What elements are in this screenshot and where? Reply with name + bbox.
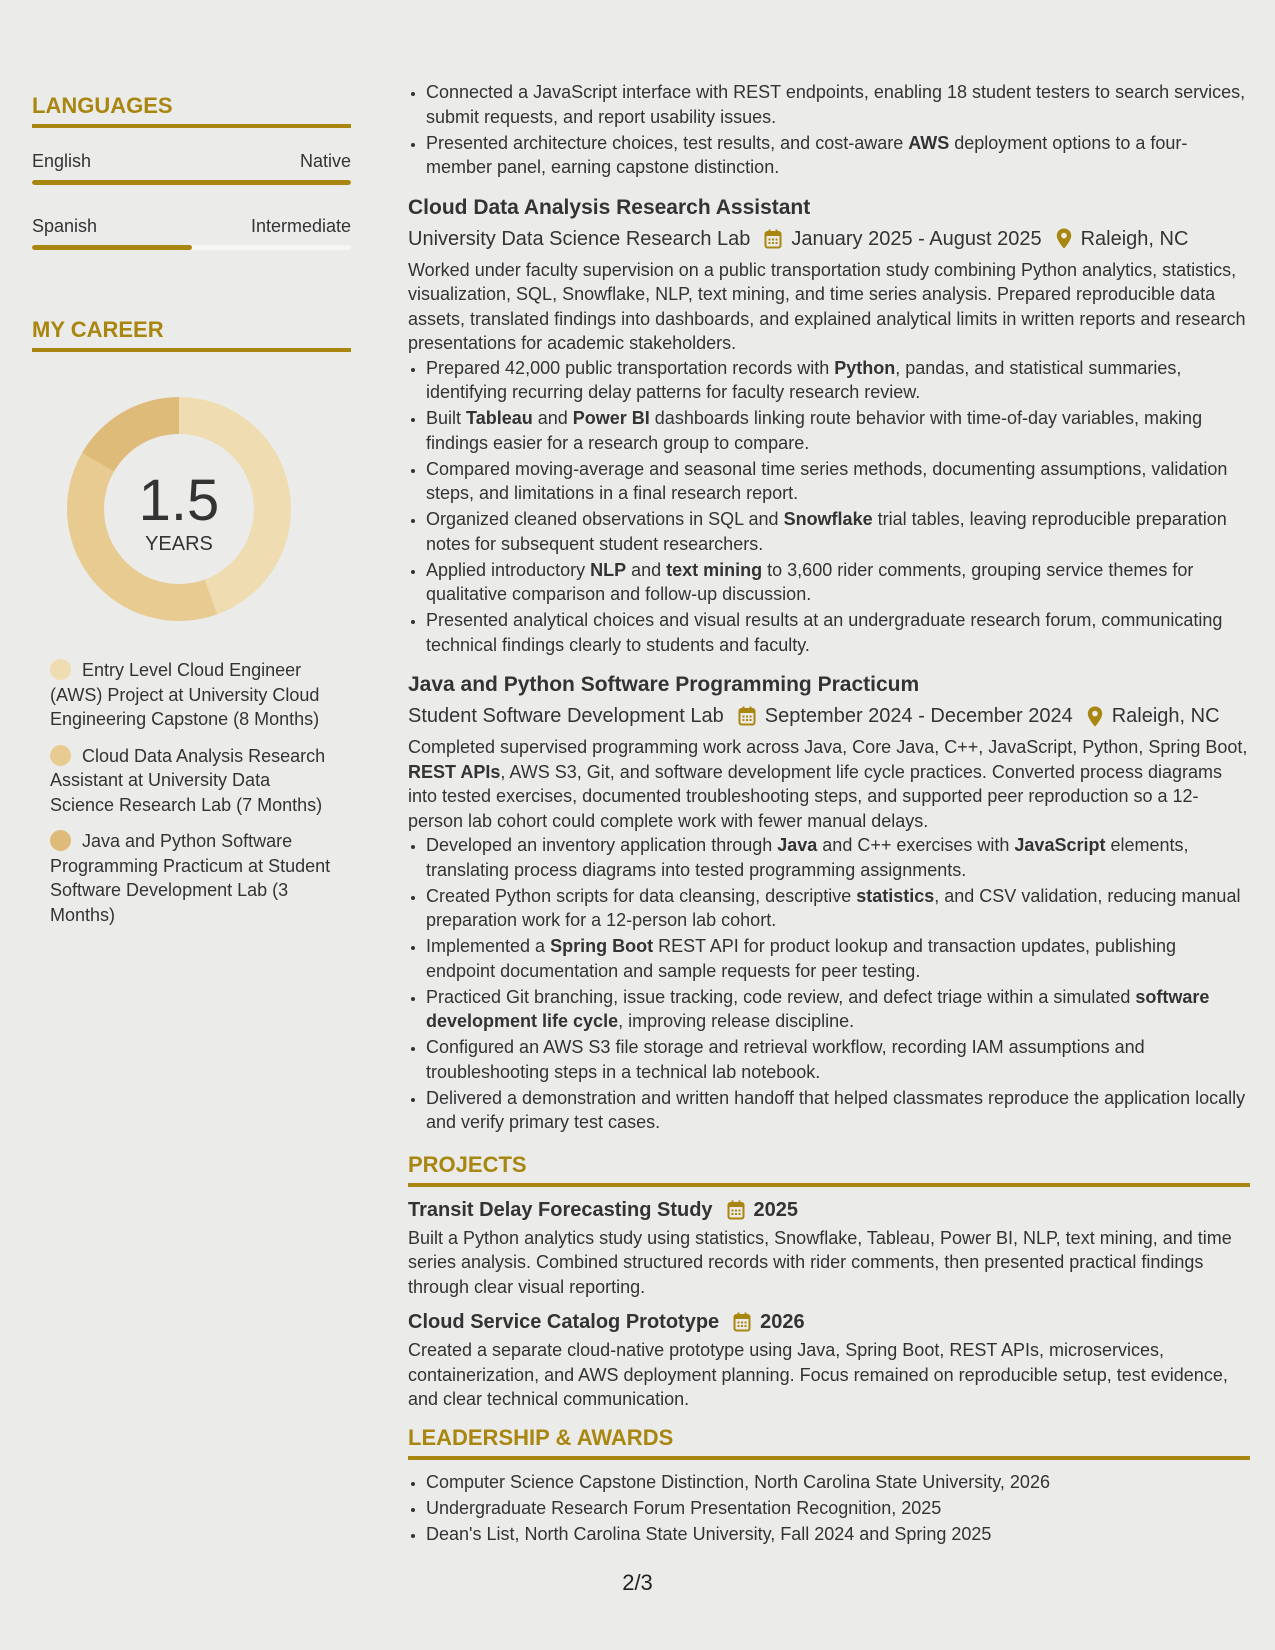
career-legend-item [50,829,336,927]
sidebar [32,92,351,939]
career-section [32,316,351,927]
award-item: • Computer Science Capstone Distinction, North Carolina State University, 2026 [426,1470,1250,1495]
language-name: Spanish [32,216,98,236]
bullet-item: • Developed an inventory application through Java and C++ exercises with JavaScript elements, translating process diagrams into tested programming assignments. [426,833,1250,882]
projects-title: PROJECTS [408,1151,1250,1187]
career-total-unit: YEARS [145,533,213,555]
leadership-title: LEADERSHIP & AWARDS [408,1424,1250,1460]
job-location: Raleigh, NC [1080,227,1189,250]
calendar-icon [727,1200,745,1220]
bullet-item: • Compared moving-average and seasonal time series methods, documenting assumptions, validation steps, and limitations in a final research report. [426,457,1250,506]
project-description: Built a Python analytics study using statistics, Snowflake, Tableau, Power BI, NLP, text mining, and time series analysis. Combined structured records with rider comments, then presented practical findings through clear visual reporting. [408,1227,1232,1297]
job-title: Cloud Data Analysis Research Assistant [408,195,811,219]
career-total-value: 1.5 [138,468,220,533]
job-description: Completed supervised programming work across Java, Core Java, C++, JavaScript, Python, Spring Boot, REST APIs, AWS S3, Git, and software development life cycle practices. Converted process diagrams into tested exercises, documented troubleshooting steps, and supported peer reproduction so a 12-person lab cohort could complete work with fewer manual delays. [408,737,1248,831]
bullet-item: • Created Python scripts for data cleansing, descriptive statistics, and CSV validation, reducing manual preparation work for a 12-person lab cohort. [426,884,1250,933]
job-programming-practicum [408,672,1250,1135]
job-meta [408,703,1250,729]
job-bullets [408,833,1250,1135]
page-number: 2/3 [622,1570,653,1595]
main-content [408,80,1250,1548]
language-level: Intermediate [250,216,351,236]
leadership-list [408,1470,1250,1547]
career-legend-text: Entry Level Cloud Engineer (AWS) Project at University Cloud Engineering Capstone (8 Months) [50,660,320,729]
language-level: Native [299,151,351,171]
bullet-item: • Connected a JavaScript interface with REST endpoints, enabling 18 student testers to search services, submit requests, and report usability issues. [426,80,1250,129]
job-description: Worked under faculty supervision on a public transportation study combining Python analytics, statistics, visualization, SQL, Snowflake, NLP, text mining, and time series analysis. Prepared reproducible data assets, translated findings into dashboards, and explained analytical limits in written reports and research presentations for academic stakeholders. [408,259,1246,353]
job-org: Student Software Development Lab [408,705,724,727]
career-legend-item [50,744,336,818]
project-item [408,1197,1250,1300]
job-dates: September 2024 - December 2024 [764,705,1073,727]
award-item: • Undergraduate Research Forum Presentation Recognition, 2025 [426,1496,1250,1521]
bullet-item: • Delivered a demonstration and written handoff that helped classmates reproduce the application locally and verify primary test cases. [426,1086,1250,1135]
map-pin-icon [1056,228,1072,249]
map-pin-icon [1087,706,1103,727]
career-legend [50,658,336,927]
career-donut-chart [66,396,292,622]
project-name: Cloud Service Catalog Prototype [408,1311,720,1333]
language-level-bar [32,180,351,185]
legend-dot-icon [50,830,71,851]
bullet-item: • Presented architecture choices, test results, and cost-aware AWS deployment options to a four-member panel, earning capstone distinction. [426,131,1250,180]
career-title: MY CAREER [32,316,351,352]
career-legend-text: Java and Python Software Programming Practicum at Student Software Development Lab (3 Months) [50,831,331,925]
bullet-item: • Presented analytical choices and visual results at an undergraduate research forum, communicating technical findings clearly to students and faculty. [426,608,1250,657]
bullet-item: • Prepared 42,000 public transportation records with Python, pandas, and statistical summaries, identifying recurring delay patterns for faculty research review. [426,356,1250,405]
language-level-bar [32,245,351,250]
bullet-item: • Implemented a Spring Boot REST API for product lookup and transaction updates, publishing endpoint documentation and sample requests for peer testing. [426,934,1250,983]
award-item: • Dean's List, North Carolina State University, Fall 2024 and Spring 2025 [426,1522,1250,1547]
job-research-assistant [408,195,1250,658]
leadership-section [408,1424,1250,1547]
language-name: English [32,151,92,171]
bullet-item: • Organized cleaned observations in SQL and Snowflake trial tables, leaving reproducible preparation notes for subsequent student researchers. [426,507,1250,556]
bullet-item: • Practiced Git branching, issue tracking, code review, and defect triage within a simulated software development life cycle, improving release discipline. [426,985,1250,1034]
project-year: 2026 [760,1311,805,1333]
calendar-icon [764,229,782,249]
project-year: 2025 [753,1198,799,1221]
language-english [32,150,351,185]
career-legend-item [50,658,336,732]
job-meta [408,226,1250,252]
calendar-icon [733,1312,751,1332]
language-spanish [32,215,351,250]
bullet-item: • Applied introductory NLP and text mining to 3,600 rider comments, grouping service themes for qualitative comparison and follow-up discussion. [426,558,1250,607]
project-item [408,1309,1250,1412]
projects-section [408,1151,1250,1412]
job-dates: January 2025 - August 2025 [791,227,1042,250]
legend-dot-icon [50,745,71,766]
job-org: University Data Science Research Lab [408,227,751,250]
job-bullets [408,356,1250,658]
languages-title: LANGUAGES [32,92,351,128]
project-name: Transit Delay Forecasting Study [408,1198,713,1221]
job-location: Raleigh, NC [1111,705,1220,727]
legend-dot-icon [50,659,71,680]
project-description: Created a separate cloud-native prototype using Java, Spring Boot, REST APIs, microservices, containerization, and AWS deployment planning. Focus remained on reproducible setup, test evidence, and clear technical communication. [408,1340,1228,1409]
prior-job-bullets [408,80,1250,180]
languages-section [32,92,351,250]
job-title: Java and Python Software Programming Practicum [408,673,920,696]
calendar-icon [738,706,756,726]
bullet-item: • Configured an AWS S3 file storage and retrieval workflow, recording IAM assumptions and troubleshooting steps in a technical lab notebook. [426,1035,1250,1084]
career-legend-text: Cloud Data Analysis Research Assistant at University Data Science Research Lab (7 Months) [50,745,326,815]
bullet-item: • Built Tableau and Power BI dashboards linking route behavior with time-of-day variables, making findings easier for a research group to compare. [426,406,1250,455]
